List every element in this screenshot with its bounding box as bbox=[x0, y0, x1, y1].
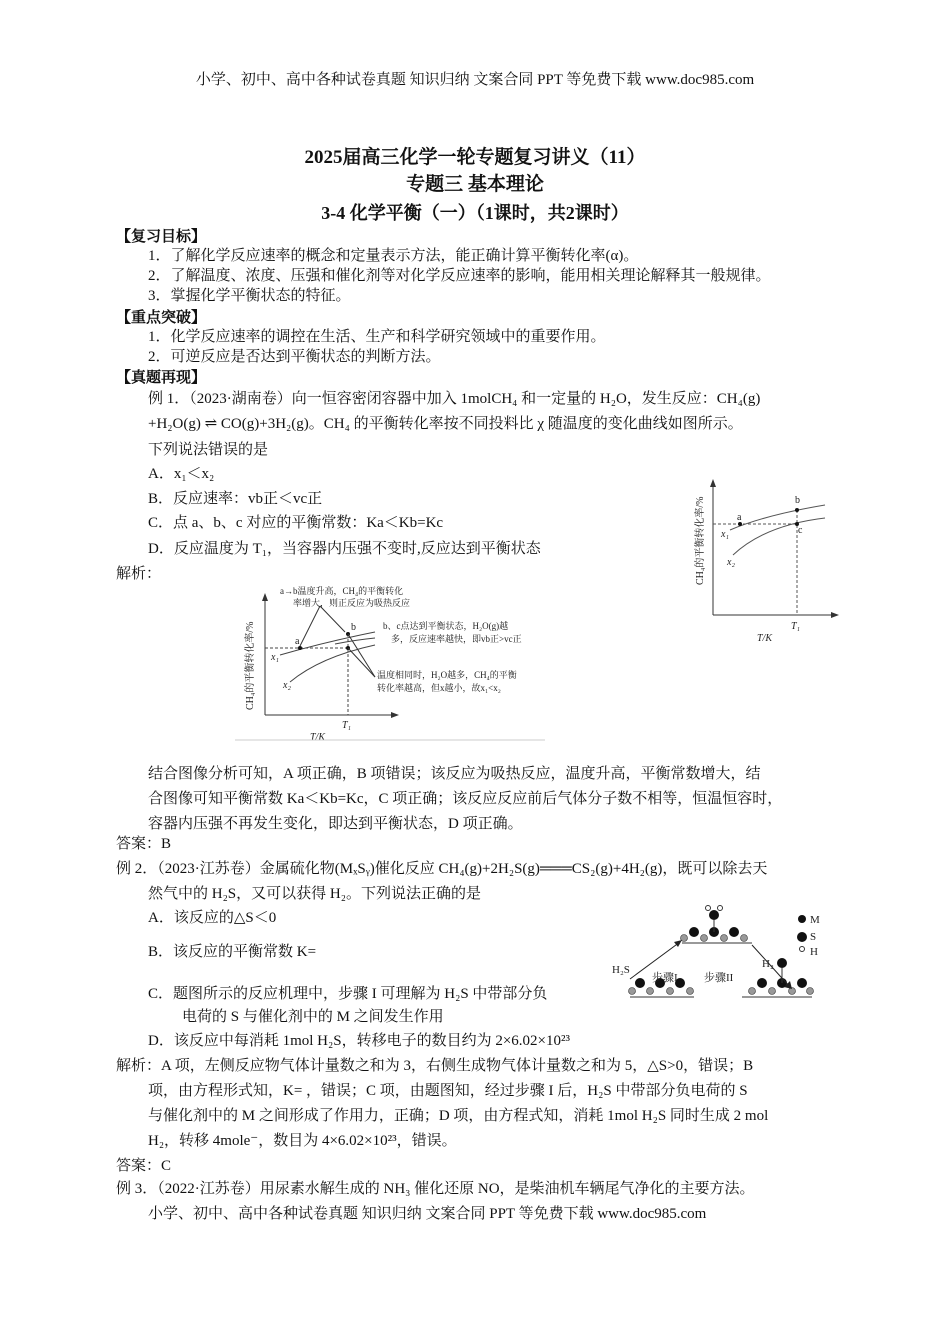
ex1-annotated-graph bbox=[235, 582, 555, 742]
svg-text:步骤I: 步骤I bbox=[652, 972, 678, 984]
key-item: 2．可逆反应是否达到平衡状态的判断方法。 bbox=[148, 349, 441, 365]
svg-text:b: b bbox=[795, 495, 800, 506]
ex2-option-a: A．该反应的△S＜0 bbox=[148, 910, 277, 926]
doc-title: 2025届高三化学一轮专题复习讲义（11） bbox=[304, 147, 646, 168]
ex2-answer: 答案：C bbox=[116, 1158, 172, 1174]
ex1-answer: 答案：B bbox=[116, 836, 172, 852]
curve-x1 bbox=[730, 505, 825, 530]
ex1-stem: +H₂O(g) ⇌ CO(g)+3H₂(g)。CH₄ 的平衡转化率按不同投料比 χ 随温度的变化曲线如图所示。 bbox=[148, 416, 743, 432]
ex1-analysis: 合图像可知平衡常数 Ka＜Kb=Kc，C 项正确；该反应反应前后气体分子数不相等，恒温恒容时， bbox=[148, 791, 783, 807]
point-b bbox=[795, 508, 799, 512]
svg-text:x₂: x₂ bbox=[727, 557, 735, 568]
svg-text:步骤II: 步骤II bbox=[704, 972, 734, 984]
ex2-analysis: 项，由方程形式知，K= ，错误；C 项，由题图知，经过步骤 I 后，H₂S 中带部分负电荷的 S bbox=[148, 1083, 748, 1099]
svg-text:H₂: H₂ bbox=[762, 958, 774, 970]
svg-text:x₁: x₁ bbox=[271, 652, 279, 663]
ex1-option-d: D．反应温度为 T₁，当容器内压强不变时,反应达到平衡状态 bbox=[148, 541, 541, 557]
ex2-option-c-cont: 电荷的 S 与催化剂中的 M 之间发生作用 bbox=[182, 1009, 444, 1025]
lesson-title: 3-4 化学平衡（一）（1课时，共2课时） bbox=[321, 203, 629, 223]
ex2-analysis: 与催化剂中的 M 之间形成了作用力，正确；D 项，由方程式知，消耗 1mol H₂S 同时生成 2 mol bbox=[148, 1108, 769, 1124]
ex2-mechanism-diagram bbox=[612, 905, 842, 1015]
svg-text:b: b bbox=[351, 622, 356, 633]
svg-text:b、c点达到平衡状态，H₂O(g)越: b、c点达到平衡状态，H₂O(g)越 bbox=[383, 621, 509, 631]
svg-text:T₁: T₁ bbox=[342, 720, 352, 731]
ex2-analysis: 解析：A 项，左侧反应物气体计量数之和为 3，右侧生成物气体计量数之和为 5，△S>0，错误；B bbox=[116, 1058, 754, 1074]
svg-text:T/K: T/K bbox=[757, 633, 773, 644]
ex1-option-c: C．点 a、b、c 对应的平衡常数：Ka＜Kb=Kc bbox=[148, 515, 444, 531]
page-footer: 小学、初中、高中各种试卷真题 知识归纳 文案合同 PPT 等免费下载 www.doc985.com bbox=[148, 1206, 707, 1222]
svg-text:x₂: x₂ bbox=[283, 680, 291, 691]
ex1-stem: 下列说法错误的是 bbox=[148, 442, 269, 458]
goal-item: 2．了解温度、浓度、压强和催化剂等对化学反应速率的影响，能用相关理论解释其一般规律。 bbox=[148, 268, 771, 284]
svg-text:M: M bbox=[810, 914, 820, 926]
ex1-option-b: B．反应速率：vb正＜vc正 bbox=[148, 491, 323, 507]
ex2-stem: 例 2．（2023·江苏卷）金属硫化物(MₓSᵧ)催化反应 CH₄(g)+2H₂S(g)═══CS₂(g)+4H₂(g)，既可以除去天 bbox=[116, 861, 768, 877]
svg-text:S: S bbox=[810, 931, 817, 943]
ex3-stem: 例 3．（2022·江苏卷）用尿素水解生成的 NH₃ 催化还原 NO，是柴油机车辆尾气净化的主要方法。 bbox=[116, 1181, 755, 1197]
svg-text:温度相同时，H₂O越多，CH₄的平衡: 温度相同时，H₂O越多，CH₄的平衡 bbox=[377, 670, 517, 680]
real-heading: 【真题再现】 bbox=[116, 370, 207, 386]
ex2-stem: 然气中的 H₂S，又可以获得 H₂。下列说法正确的是 bbox=[148, 886, 481, 902]
ex1-option-a: A．x₁＜x₂ bbox=[148, 466, 215, 482]
ex1-analysis: 容器内压强不再发生变化，即达到平衡状态，D 项正确。 bbox=[148, 816, 523, 832]
svg-text:a: a bbox=[295, 636, 300, 647]
goal-item: 1．了解化学反应速率的概念和定量表示方法，能正确计算平衡转化率(α)。 bbox=[148, 248, 639, 264]
svg-text:CH₄的平衡转化率/%: CH₄的平衡转化率/% bbox=[245, 621, 256, 710]
y-axis-label: CH₄的平衡转化率/% bbox=[695, 496, 706, 585]
page-header: 小学、初中、高中各种试卷真题 知识归纳 文案合同 PPT 等免费下载 www.doc985.com bbox=[195, 72, 755, 88]
svg-text:T/K: T/K bbox=[310, 732, 326, 742]
svg-text:T₁: T₁ bbox=[791, 621, 801, 632]
ex1-graph bbox=[685, 475, 845, 645]
goal-item: 3．掌握化学平衡状态的特征。 bbox=[148, 288, 351, 304]
goals-heading: 【复习目标】 bbox=[116, 229, 207, 245]
svg-text:H₂S: H₂S bbox=[612, 964, 630, 976]
ex2-option-d: D．该反应中每消耗 1mol H₂S，转移电子的数目约为 2×6.02×10²³ bbox=[148, 1033, 570, 1049]
ex2-option-b: B．该反应的平衡常数 K= bbox=[148, 944, 317, 960]
svg-text:H: H bbox=[810, 946, 818, 958]
svg-text:a: a bbox=[737, 512, 742, 523]
svg-text:x₁: x₁ bbox=[721, 529, 729, 540]
svg-text:c: c bbox=[798, 525, 803, 536]
ex1-analysis-label: 解析： bbox=[116, 566, 162, 582]
key-item: 1．化学反应速率的调控在生活、生产和科学研究领域中的重要作用。 bbox=[148, 329, 606, 345]
svg-text:转化率越高，但x越小，故x₁<x₂: 转化率越高，但x越小，故x₁<x₂ bbox=[377, 683, 501, 693]
doc-subtitle: 专题三 基本理论 bbox=[406, 174, 544, 195]
ex2-option-c: C．题图所示的反应机理中，步骤 I 可理解为 H₂S 中带部分负 bbox=[148, 986, 548, 1002]
svg-text:多，反应速率越快，即vb正>vc正: 多，反应速率越快，即vb正>vc正 bbox=[391, 634, 522, 644]
svg-text:率增大，则正反应为吸热反应: 率增大，则正反应为吸热反应 bbox=[293, 598, 411, 608]
svg-text:a→b温度升高，CH₄的平衡转化: a→b温度升高，CH₄的平衡转化 bbox=[280, 586, 404, 596]
key-heading: 【重点突破】 bbox=[116, 310, 207, 326]
ex1-analysis: 结合图像分析可知，A 项正确，B 项错误；该反应为吸热反应，温度升高，平衡常数增大，结 bbox=[148, 766, 761, 782]
ex1-stem: 例 1．（2023·湖南卷）向一恒容密闭容器中加入 1molCH₄ 和一定量的 H₂O，发生反应：CH₄(g) bbox=[148, 391, 761, 407]
ex2-analysis: H₂，转移 4mole⁻，数目为 4×6.02×10²³，错误。 bbox=[148, 1133, 457, 1149]
